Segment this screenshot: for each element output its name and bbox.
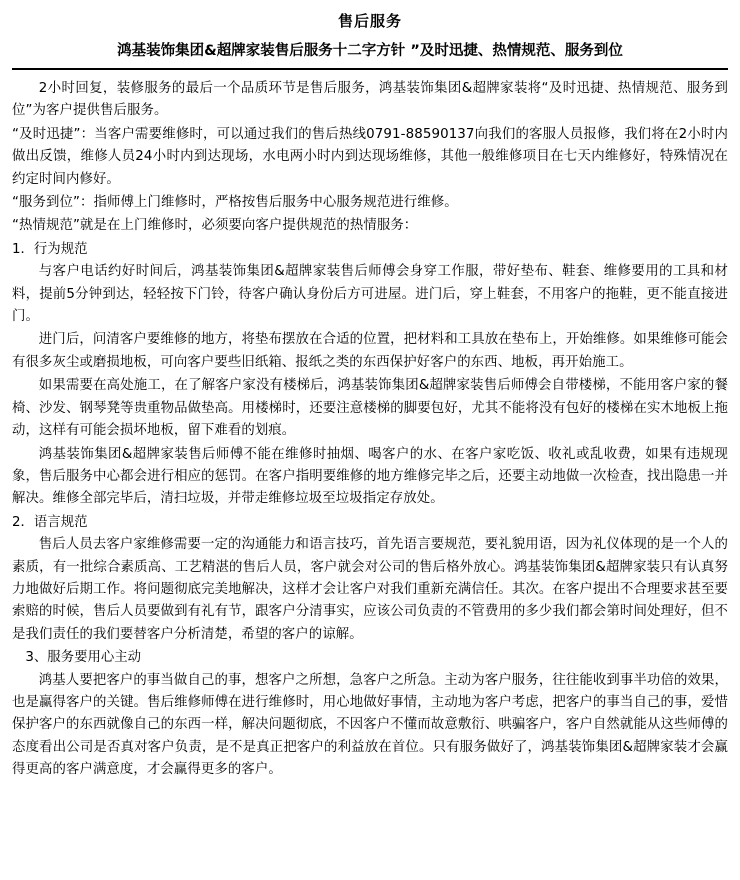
paragraph-service-in-place: “服务到位”：指师傅上门维修时，严格按售后服务中心服务规范进行维修。 [12, 195, 458, 211]
paragraph-behavior-2: 进门后，问清客户要维修的地方，将垫布摆放在合适的位置，把材料和工具放在垫布上，开始维修。如果维修可能会有很多灰尘或磨损地板，可向客户要些旧纸箱、报纸之类的东西保护好客户的东西、地板，再开始施工。 [12, 332, 728, 370]
section-heading-behavior: 1．行为规范 [12, 241, 88, 257]
paragraph-behavior-3: 如果需要在高处施工，在了解客户家没有楼梯后，鸿基装饰集团&超牌家装售后师傅会自带楼梯，不能用客户家的餐椅、沙发、钢琴凳等贵重物品做垫高。用楼梯时，还要注意楼梯的脚要包好，尤其不能将没有包好的楼梯在实木地板上拖动，这样有可能会损坏地板，留下难看的划痕。 [12, 378, 728, 439]
page-title: 售后服务 [337, 12, 402, 30]
paragraph-proactive-1: 鸿基人要把客户的事当做自己的事，想客户之所想，急客户之所急。主动为客户服务，往往能收到事半功倍的效果，也是赢得客户的关键。售后维修师傅在进行维修时，用心地做好事情，主动地为客户考虑，把客户的事当自己的事，爱惜保护客户的东西就像自己的东西一样，解决问题彻底，不因客户不懂而故意敷衍、哄骗客户，客户自然就能从这些师傅的态度看出公司是否真对客户负责，是不是真正把客户的利益放在首位。只有服务做好了，鸿基装饰集团&超牌家装才会赢得更高的客户满意度，才会赢得更多的客户。 [12, 672, 728, 778]
section-heading-proactive: 3、服务要用心主动 [25, 650, 142, 666]
paragraph-behavior-1: 与客户电话约好时间后，鸿基装饰集团&超牌家装售后师傅会身穿工作服，带好垫布、鞋套、维修要用的工具和材料，提前5分钟到达，轻轻按下门铃，待客户确认身份后方可进屋。进门后，穿上鞋套，不用客户的拖鞋，更不能直接进门。 [12, 264, 728, 325]
section-heading-language: 2．语言规范 [12, 514, 88, 530]
paragraph-behavior-4: 鸿基装饰集团&超牌家装售后师傅不能在维修时抽烟、喝客户的水、在客户家吃饭、收礼或乱收费，如果有违规现象，售后服务中心都会进行相应的惩罚。在客户指明要维修的地方维修完毕之后，还要主动地做一次检查，找出隐患一并解决。维修全部完毕后，清扫垃圾，并带走维修垃圾至垃圾指定存放处。 [12, 446, 728, 507]
paragraph-warm-standard: “热情规范”就是在上门维修时，必须要向客户提供规范的热情服务： [12, 218, 418, 234]
paragraph-intro: 2小时回复，装修服务的最后一个品质环节是售后服务，鸿基装饰集团&超牌家装将“及时迅捷、热情规范、服务到位”为客户提供售后服务。 [12, 81, 728, 119]
document-subtitle: 鸿基装饰集团&超牌家装售后服务十二字方针 ”及时迅捷、热情规范、服务到位 [12, 40, 728, 70]
paragraph-language-1: 售后人员去客户家维修需要一定的沟通能力和语言技巧，首先语言要规范，要礼貌用语，因为礼仪体现的是一个人的素质，有一批综合素质高、工艺精湛的售后人员，客户就会对公司的售后格外放心。鸿基装饰集团&超牌家装只有认真努力地做好后期工作。将问题彻底完美地解决，这样才会让客户对我们重新充满信任。其次。在客户提出不合理要求甚至要索赔的时候，售后人员要做到有礼有节，跟客户分清事实，应该公司负责的不管费用的多少我们都会第时间处理好，但不是我们责任的我们要替客户分析清楚，希望的客户的谅解。 [12, 537, 728, 642]
paragraph-timely-response: “及时迅捷”：当客户需要维修时，可以通过我们的售后热线0791-88590137向我们的客服人员报修，我们将在2小时内做出反馈，维修人员24小时内到达现场，水电两小时内到达现场维修，其他一般维修项目在七天内维修好，特殊情况在约定时间内修好。 [12, 126, 728, 187]
